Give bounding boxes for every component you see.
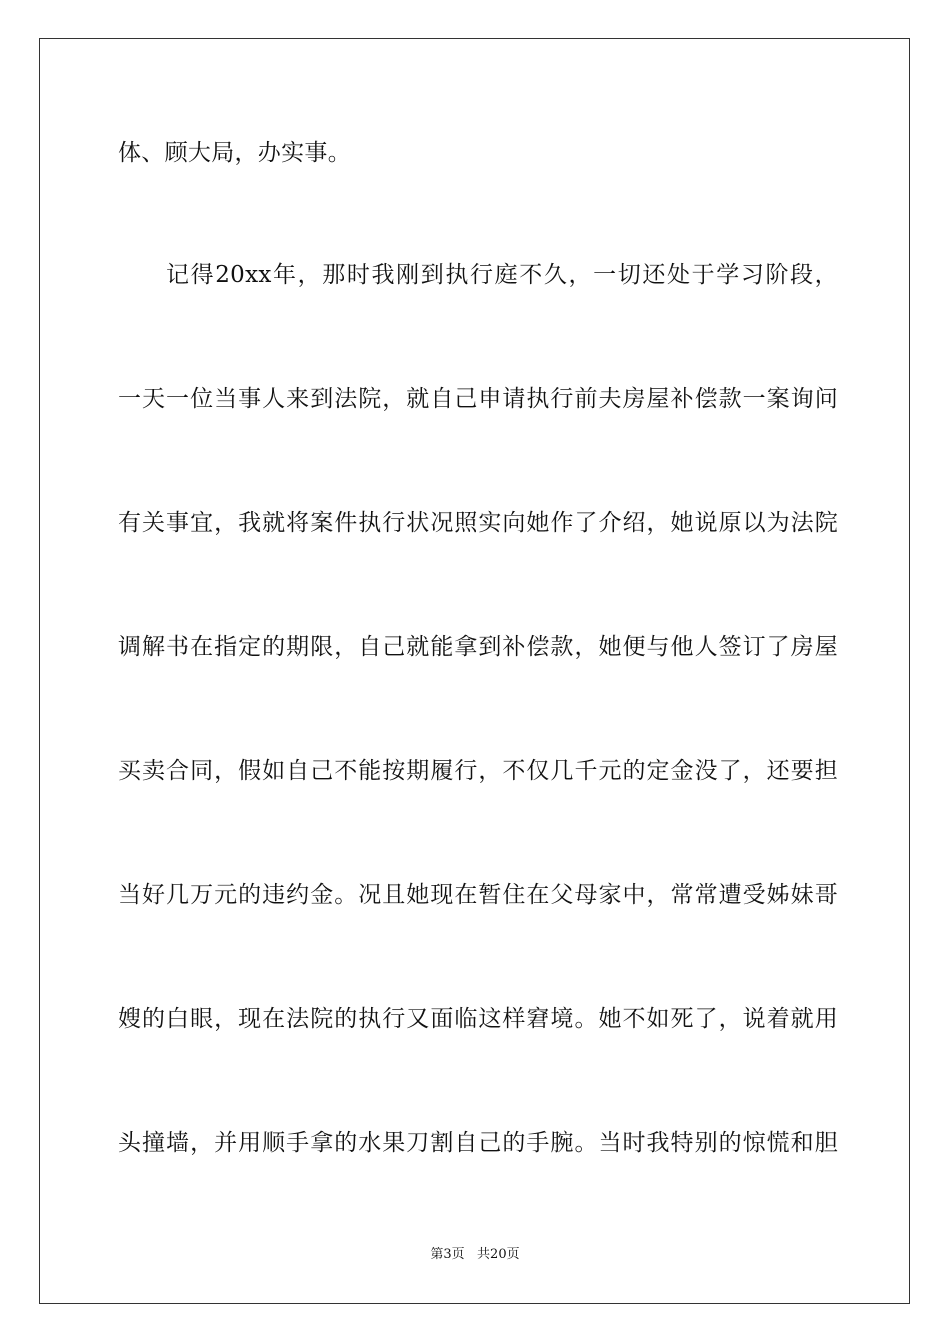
paragraph-line-4: 有关事宜，我就将案件执行状况照实向她作了介绍，她说原以为法院 — [118, 510, 838, 536]
paragraph-line-3: 一天一位当事人来到法院，就自己申请执行前夫房屋补偿款一案询问 — [118, 386, 838, 412]
paragraph-line-2: 记得20xx年，那时我刚到执行庭不久，一切还处于学习阶段， — [166, 262, 838, 288]
paragraph-line-8: 嫂的白眼，现在法院的执行又面临这样窘境。她不如死了，说着就用 — [118, 1006, 838, 1032]
paragraph-line-6: 买卖合同，假如自己不能按期履行，不仅几千元的定金没了，还要担 — [118, 758, 838, 784]
page-number-footer: 第3页 共20页 — [430, 1247, 520, 1262]
paragraph-line-7: 当好几万元的违约金。况且她现在暂住在父母家中，常常遭受姊妹哥 — [118, 882, 838, 908]
paragraph-line-1: 体、顾大局，办实事。 — [118, 140, 351, 166]
paragraph-line-5: 调解书在指定的期限，自己就能拿到补偿款，她便与他人签订了房屋 — [118, 634, 838, 660]
page-border — [39, 38, 910, 1304]
paragraph-line-9: 头撞墙，并用顺手拿的水果刀割自己的手腕。当时我特别的惊慌和胆 — [118, 1130, 838, 1156]
